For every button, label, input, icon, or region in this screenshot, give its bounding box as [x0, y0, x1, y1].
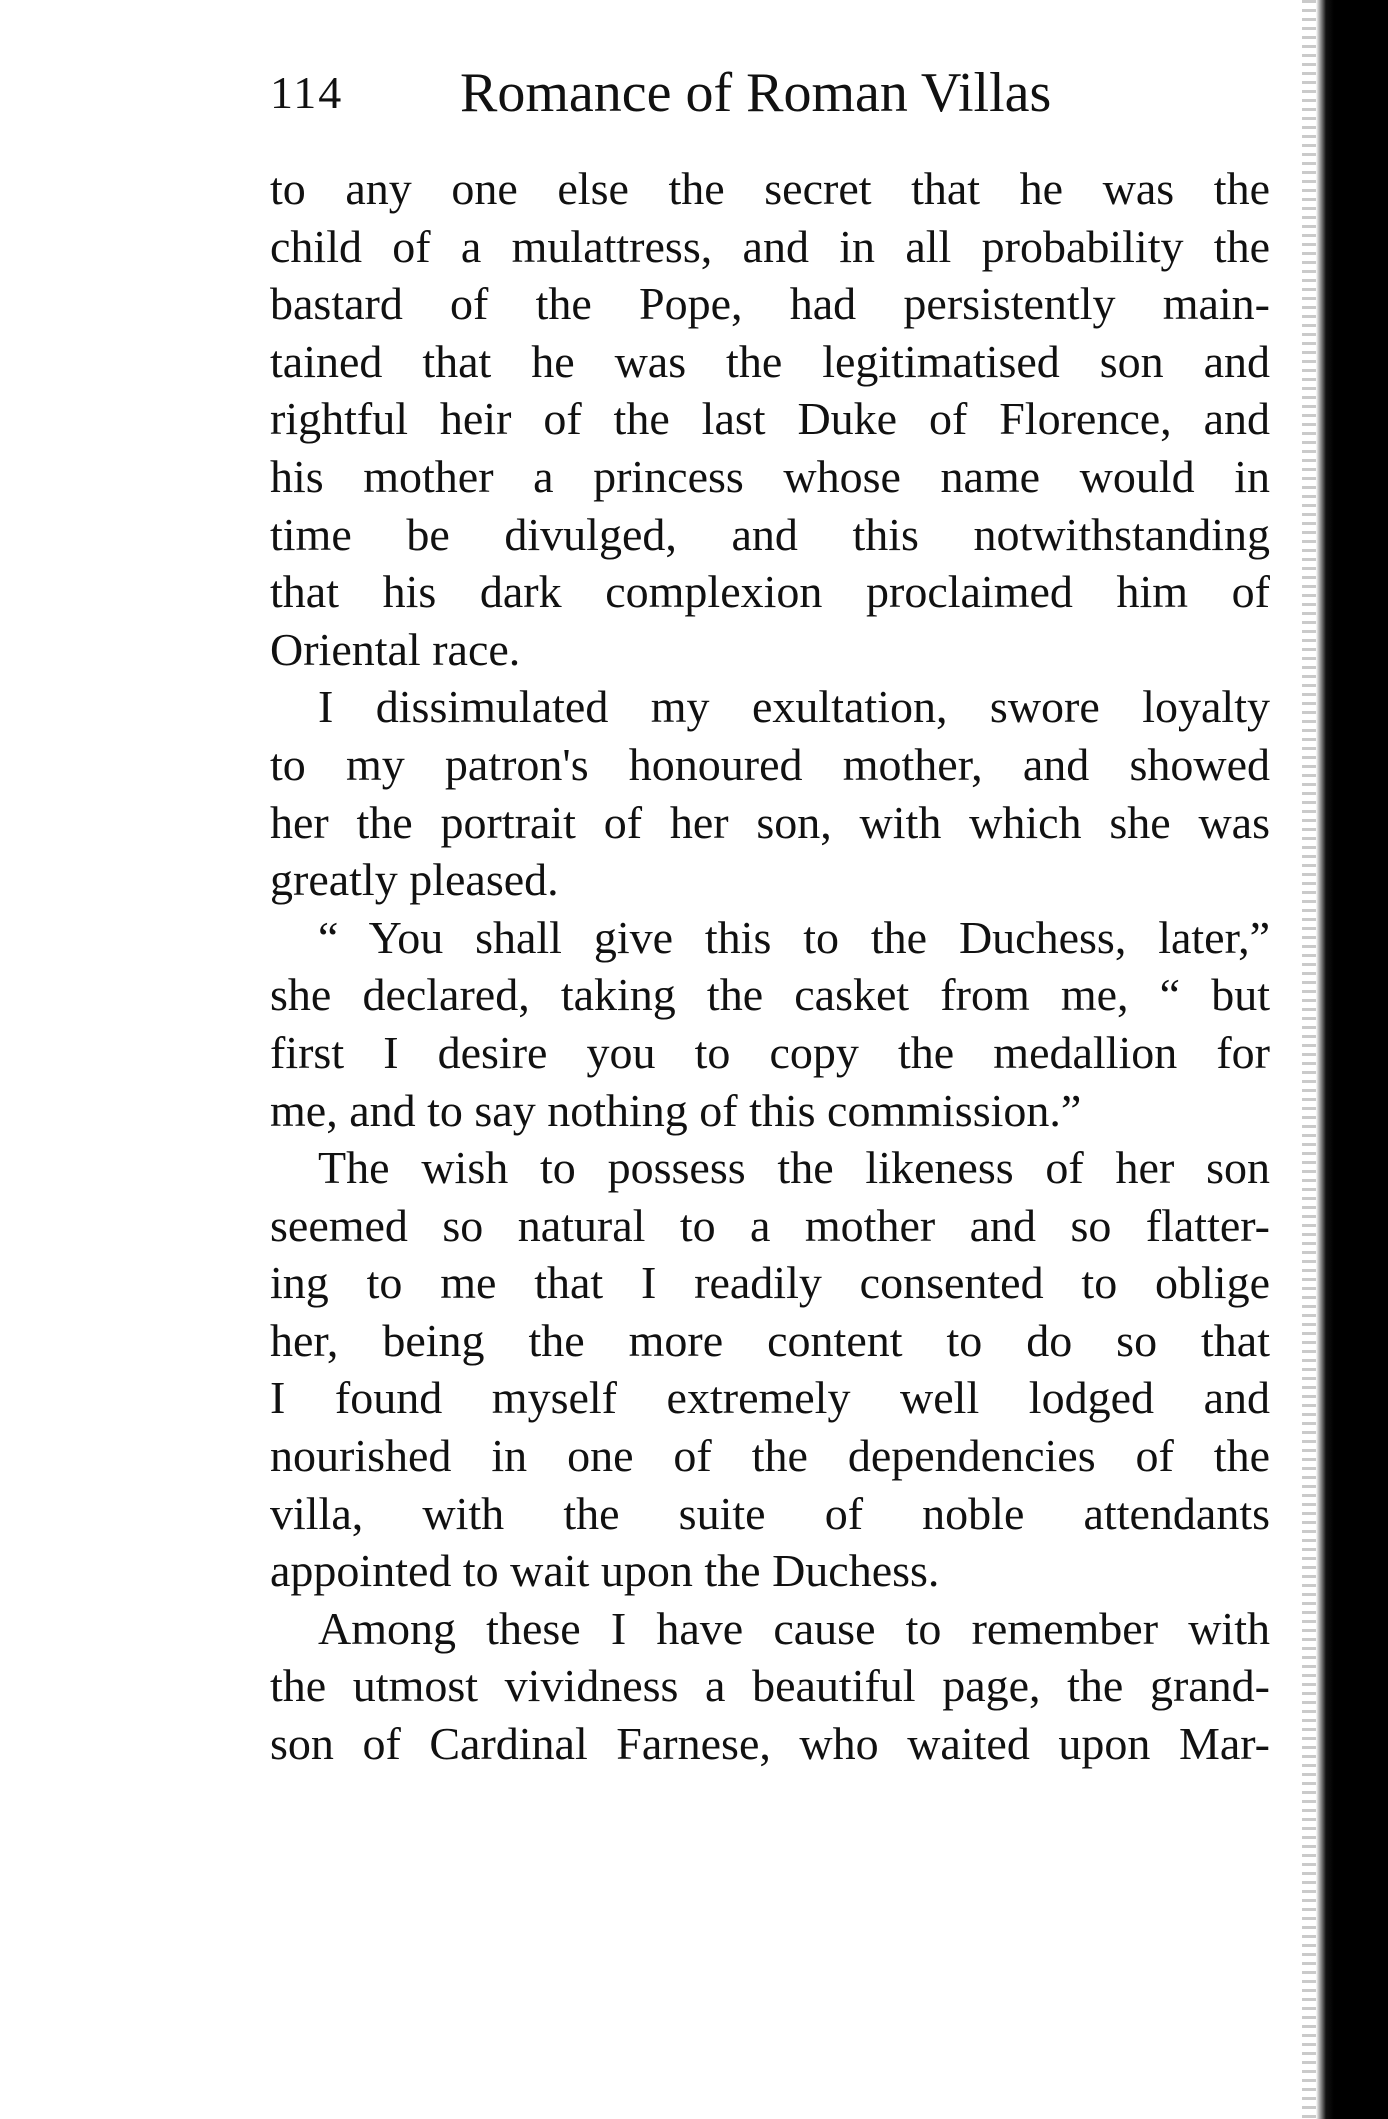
text-line: bastard of the Pope, had persistently main- [270, 278, 1270, 330]
text-line: rightful heir of the last Duke of Florence, and [270, 393, 1270, 445]
binding-shadow [1316, 0, 1388, 2119]
text-line: The wish to possess the likeness of her son [318, 1142, 1270, 1194]
page-number: 114 [270, 67, 344, 118]
running-head [270, 58, 1260, 128]
text-line: nourished in one of the dependencies of the [270, 1430, 1270, 1482]
text-line: seemed so natural to a mother and so flatter- [270, 1199, 1270, 1251]
binding-edge [1302, 0, 1316, 2119]
text-line: to any one else the secret that he was the [270, 163, 1270, 214]
text-line: to my patron's honoured mother, and showed [270, 738, 1270, 790]
text-line: “ You shall give this to the Duchess, later,” [318, 911, 1270, 963]
text-line: her, being the more content to do so that [270, 1314, 1270, 1366]
text-line: I dissimulated my exultation, swore loyalty [318, 681, 1270, 733]
text-line: Among these I have cause to remember with [318, 1602, 1270, 1654]
text-line: greatly pleased. [270, 854, 559, 906]
text-line: me, and to say nothing of this commission.” [270, 1084, 1082, 1136]
text-line: son of Cardinal Farnese, who waited upon Mar- [270, 1718, 1270, 1770]
text-line: appointed to wait upon the Duchess. [270, 1545, 940, 1597]
text-line: time be divulged, and this notwithstanding [270, 508, 1270, 560]
text-line: first I desire you to copy the medallion for [270, 1026, 1270, 1078]
text-line: his mother a princess whose name would in [270, 450, 1270, 502]
text-line: her the portrait of her son, with which she was [270, 796, 1270, 848]
text-line: the utmost vividness a beautiful page, the grand- [270, 1660, 1270, 1712]
text-line: villa, with the suite of noble attendants [270, 1487, 1270, 1539]
book-title: Romance of Roman Villas [460, 62, 1052, 124]
body-text [270, 160, 1270, 1773]
text-line: that his dark complexion proclaimed him of [270, 566, 1270, 618]
text-line: ing to me that I readily consented to oblige [270, 1257, 1270, 1309]
text-line: child of a mulattress, and in all probability the [270, 220, 1270, 272]
text-line: she declared, taking the casket from me, “ but [270, 969, 1270, 1021]
text-line: Oriental race. [270, 623, 521, 675]
text-line: I found myself extremely well lodged and [270, 1372, 1270, 1424]
text-line: tained that he was the legitimatised son and [270, 335, 1270, 387]
